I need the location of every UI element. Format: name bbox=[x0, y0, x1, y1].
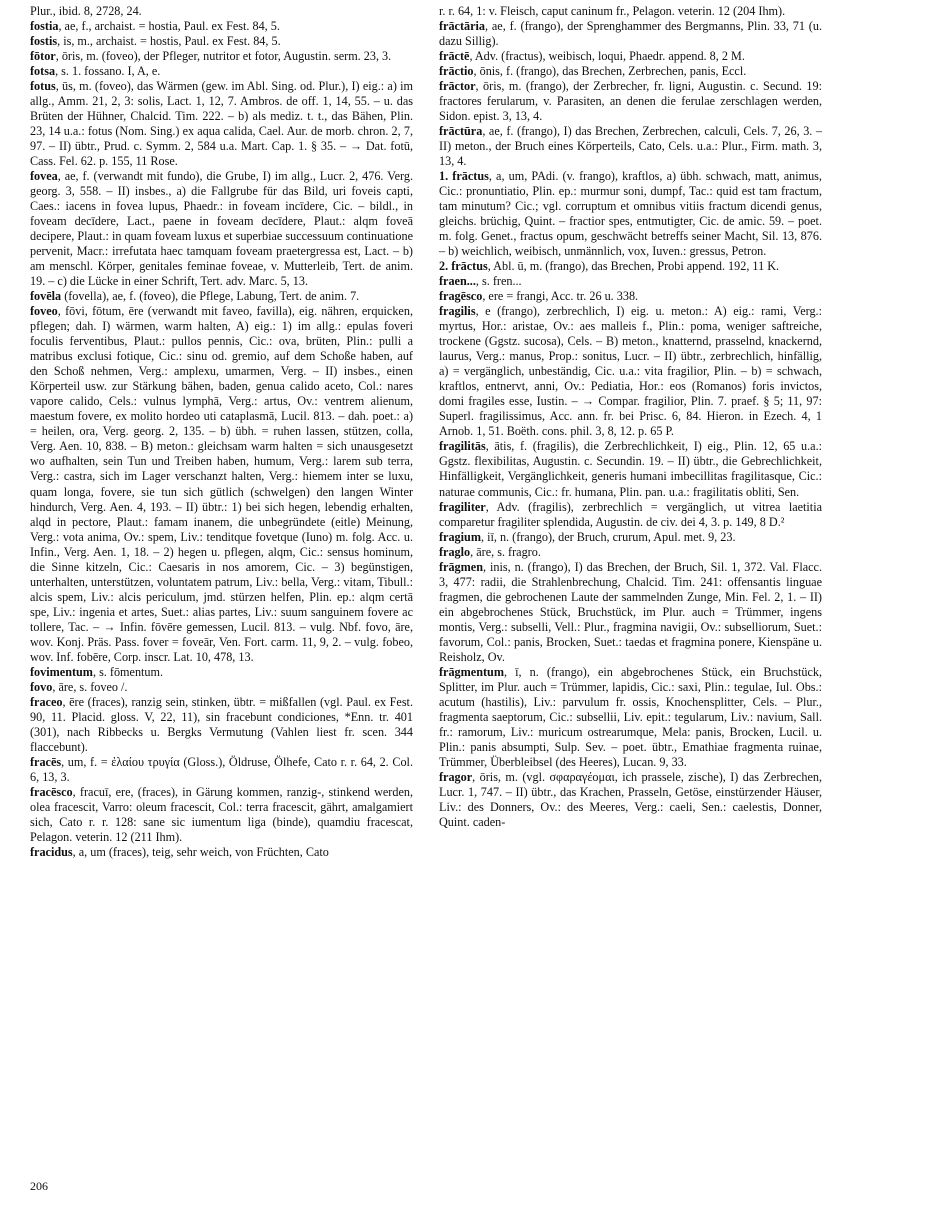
entry-text: , fracuī, ere, (fraces), in Gärung kommen, ranzig-, stinkend werden, olea fracescit, Varro: oleum fracescit, Col.: terra fracescit, gährt, amalgamiert sich, Cato r. r. 128: sane sic iumentum liga (binde), quamdiu fracescat, Pelagon. veterin. 12 (211 Ihm). bbox=[30, 784, 413, 844]
dictionary-entry bbox=[439, 49, 822, 64]
entry-text: , Adv. (fractus), weibisch, loqui, Phaedr. append. 8, 2 M. bbox=[469, 49, 745, 64]
entry-text: , ōris, m. (frango), der Zerbrecher, fr. ligni, Augustin. c. Secund. 19: fractores ferularum, v. Parasiten, an denen die ferulae zerschlagen werden, Sidon. epist. 3, 13, 4. bbox=[439, 79, 822, 124]
dictionary-entry bbox=[439, 545, 822, 560]
dictionary-entry bbox=[439, 665, 822, 770]
entry-headword: fovimentum bbox=[30, 664, 93, 679]
dictionary-entry bbox=[439, 79, 822, 124]
dictionary-entry bbox=[439, 500, 822, 530]
dictionary-entry bbox=[30, 845, 413, 860]
entry-headword: fovēla bbox=[30, 289, 62, 304]
entry-headword: frāgmentum bbox=[439, 664, 504, 679]
entry-headword: frāctāria bbox=[439, 19, 486, 34]
dictionary-entry bbox=[439, 64, 822, 79]
dictionary-entry bbox=[30, 169, 413, 289]
page-number: 206 bbox=[30, 1179, 48, 1193]
right-column bbox=[439, 4, 822, 830]
dictionary-entry bbox=[439, 530, 822, 545]
entry-headword: fraglo bbox=[439, 544, 471, 559]
dictionary-entry bbox=[30, 695, 413, 755]
entry-text: , ae, f. (verwandt mit fundo), die Grube, I) im allg., Lucr. 2, 476. Verg. georg. 3, 558. – II) insbes., a) die Fallgrube für das Bild, uri foveis capti, Caes.: iacens in fovea lupus, Phaedr.: in foveam incīdere, Cic. – bildl., in foveam decīdere, Lact., paene in foveam decīdere, Plaut.: alqm foveā decipere, Plaut.: in quam foveam luxus et superbiae successuum continuatione pervenit, Macr.: irrefutata haec tamquam foveam praetergressa est, Lact. – b) am menschl. Körper, genitales feminae foveae, v. Mutterleib, Tert. de anim. 19. – c) die Lücke in einer Schrift, Tert. adv. Marc. 5, 13. bbox=[30, 169, 413, 289]
entry-text: (fovella), ae, f. (foveo), die Pflege, Labung, Tert. de anim. 7. bbox=[61, 289, 360, 304]
entry-headword: fragiliter bbox=[439, 499, 486, 514]
entry-text: , fōvi, fōtum, ēre (verwandt mit faveo, favilla), eig. nähren, erquicken, pflegen; dah. I) wärmen, warm halten, A) eig.: 1) im allg.: epulas foveri foculis ferventibus, Plaut.: pullos pennis, Cic.: ova, brüten, Plin.: pulli a matribus exclusi fotique, Cic.: sinu od. gremio, auf dem Schoße haben, auf den Schoß nehmen, Verg.: amplexu, umarmen, Verg. – II) insbes., einen Körperteil usw. zur Stärkung bähen, baden, genua calido aceto, Col.: nares vapore calido, Cels.: vulnus lymphā, Verg.: artus, Ov.: ventrem alienum, maestum fovere, ex molito hordeo uti cataplasmā, Lucil. 813. – dah. poet.: a) = heilen, ora, Verg. georg. 2, 135. – b) übh. = ruhen lassen, stützen, colla, Verg. Aen. 10, 838. – B) meton.: gleichsam warm halten = sich unausgesetzt wo aufhalten, sein Tun und Treiben haben, humum, Verg.: larem sub terra, Verg.: castra, sich im Lager verschanzt halten, Verg.: hiemem inter se luxu, quam longa, fovere, sie tun sich gütlich (schwelgen) den langen Winter hindurch, Verg. Aen. 4, 193. – II) übtr.: 1) bei sich hegen, lebendig erhalten, alqd in pectore, Plaut.: famam inanem, die unbegründete (eitle) Meinung, Verg.: vota anima, Ov.: spem, Liv.: tenditque fovetque (Iuno) m. folg. Acc. u. Infin., Verg. Aen. 1, 18. – 2) hegen u. pflegen, alqm, Cic.: sensus hominum, die Sinne kitzeln, Cic.: Caesaris in nos amorem, Cic. – 3) begünstigen, unterhalten, unterstützen, voluntatem patrum, Liv.: bella, Verg.: vitam, Tibull.: alcis spem, Liv.: alcis periculum, jmd. stürzen helfen, Plin. ep.: alqm certā spe, Liv.: ingenia et artes, Suet.: alias partes, Liv.: suum sanguinem fovere ac tollere, Tac. – → Infin. fōvēre gemessen, Lucil. 813. – vulg. Nbf. fovo, āre, wov. Konj. Präs. Pass. fover = foveār, Ven. Fort. carm. 11, 9, 2. – vulg. fobeo, wov. Inf. fobēre, Corp. inscr. Lat. 10, 478, 13. bbox=[30, 304, 413, 664]
dictionary-entry bbox=[30, 680, 413, 695]
entry-text: , ī, n. (frango), ein abgebrochenes Stück, ein Bruchstück, Splitter, im Plur. auch = Trümmer, lapidis, Cic.: saxi, Plin.: tegulae, Iul. Obs.: acutum (hastilis), Liv.: parvulum fr. ossis, Knochensplitter, Cels. – Plur., fragmenta saeptorum, Cic.: subsellii, Liv. epit.: tegularum, Liv.: navium, Sall. fr.: ramorum, Liv.: muricum ostrearumque, Mela: panis, Brocken, Lucil. u. Plin.: panis absumpti, Sulp. Sev. – poet. übtr., Emathiae fragmenta ruinae, Trümmer, Überbleibsel (des Heeres), Lucan. 9, 33. bbox=[439, 664, 822, 769]
entry-headword: fracēs bbox=[30, 754, 62, 769]
entry-headword: 2. frāctus bbox=[439, 259, 488, 274]
entry-text: , e (frango), zerbrechlich, I) eig. u. meton.: A) eig.: rami, Verg.: myrtus, Hor.: aristae, Ov.: aes malleis f., Plin.: poma, weniger saftreiche, trockene (Ggstz. sucosa), Cels. – B) meton., knatternd, prasselnd, knackernd, laurus, Verg.: manus, Prop.: sonitus, Lucr. – II) übtr., zerbrechlich, hinfällig, a) = vergänglich, unbeständig, Cic. u.a.: vita fragilior, Plin. – b) = schwach, kraftlos, entnervt, anni, Ov.: Pediatia, Hor.: eos (Romanos) foris invictos, domi fragiles esse, Iustin. – → Compar. fragilior, Plin. 7. praef. § 5; 11, 97: Superl. fragilissimus, Acc. ann. fr. bei Prisc. 6, 84. Hieron. in Ezech. 4, 1 Arnob. 1, 51. Boëth. cons. phil. 3, 8, 12. p. 65 P. bbox=[439, 304, 822, 439]
entry-text: , ae, f. (frango), I) das Brechen, Zerbrechen, calculi, Cels. 7, 26, 3. – II) meton., der Bruch eines Körperteils, Cato, Cels. u.a.: Plur., Firm. math. 3, 13, 4. bbox=[439, 124, 822, 169]
entry-headword: fotsa bbox=[30, 64, 56, 79]
entry-text: , s. fren... bbox=[475, 274, 522, 289]
dictionary-entry bbox=[439, 770, 822, 830]
entry-headword: frāctio bbox=[439, 64, 474, 79]
dictionary-entry bbox=[30, 755, 413, 785]
entry-text: , ōnis, f. (frango), das Brechen, Zerbrechen, panis, Eccl. bbox=[473, 64, 747, 79]
entry-text: , ūs, m. (foveo), das Wärmen (gew. im Abl. Sing. od. Plur.), I) eig.: a) im allg., Amm. 21, 2, 3: solis, Lact. 1, 12, 7. Ambros. de off. 1, 14, 55. – u. das Brüten der Hühner, Chalcid. Tim. 222. – b) als mediz. t. t., das Bähen, Plin. 23, 14 u.a.: fotus (Nom. Sing.) ex aqua calida, Cael. Aur. de morb. chron. 2, 7, 97. – II) übtr., Prud. c. Symm. 2, 584 u.a. Mart. Cap. 1. § 35. – → Dat. fotū, Cass. Fel. 62. p. 155, 11 Rose. bbox=[30, 79, 413, 169]
entry-text: , ere = frangi, Acc. tr. 26 u. 338. bbox=[482, 289, 639, 304]
entry-text: , a, um (fraces), teig, sehr weich, von Früchten, Cato bbox=[72, 844, 329, 859]
dictionary-entry bbox=[439, 560, 822, 665]
entry-text: , a, um, PAdi. (v. frango), kraftlos, a) übh. schwach, matt, animus, Cic.: pronuntiatio, Plin. ep.: murmur soni, dumpf, Tac.: quid est tam fractum, tam minutum? Cic.; vgl. corruptum et omnibus vitiis fractum dicendi genus, gleichs. brüchig, Quint. – fractior spes, entmutigter, Cic. de amic. 59. – poet. m. folg. Genet., fractus opum, geschwächt betreffs seiner Macht, Sil. 13, 876. – b) weichlich, weibisch, unmännlich, vox, Iuven.: gressus, Petron. bbox=[439, 169, 822, 259]
dictionary-entry bbox=[30, 4, 413, 19]
entry-text: , inis, n. (frango), I) das Brechen, der Bruch, Sil. 1, 372. Val. Flacc. 3, 477: radii, die Strahlenbrechung, Chalcid. Tim. 241: offensantis linguae fragmen, die gebrochenen Laute der sammelnden Zunge, Min. Fel. 2, 1. – II) ein abgebrochenes Stück, Bruchstück, im Plur. auch = Trümmer, ingens montis, Verg.: subselli, Vell.: Plur., fragmina navigii, Ov.: subselliorum, Suet.: favorum, Col.: panis, Brocken, Suet.: taedas et fragmina ponere, Kienspäne u. Reisholz, Ov. bbox=[439, 559, 822, 664]
dictionary-entry bbox=[439, 304, 822, 439]
entry-text: , is, m., archaist. = hostis, Paul. ex Fest. 84, 5. bbox=[57, 34, 281, 49]
entry-headword: fovea bbox=[30, 169, 58, 184]
entry-text: , Adv. (fragilis), zerbrechlich = vergänglich, ut vitrea laetitia comparetur fragiliter splendida, Augustin. de civ. dei 4, 3. p. 149, 8 D.² bbox=[439, 499, 822, 529]
entry-text: , ēre (fraces), ranzig sein, stinken, übtr. = mißfallen (vgl. Paul. ex Fest. 90, 11. Placid. gloss. V, 22, 11), sin fracebunt condiciones, *Enn. tr. 401 (301), nach Ribbecks u. Bergks Vermutung (Vahlen liest fr. scen. 344 flaccebunt). bbox=[30, 694, 413, 754]
entry-text: , ātis, f. (fragilis), die Zerbrechlichkeit, I) eig., Plin. 12, 65 u.a.: Ggstz. flexibilitas, Augustin. c. Secundin. 19. – II) übtr., die Gebrechlichkeit, Hinfälligkeit, Vergänglichkeit, generis humani imbecillitas fragilitasque, Cic.: naturae communis, Cic.: fr. humana, Plin. pan. u.a.: fragilitatis obliti, Sen. bbox=[439, 439, 822, 499]
entry-text: , ōris, m. (foveo), der Pfleger, nutritor et fotor, Augustin. serm. 23, 3. bbox=[55, 49, 392, 64]
entry-headword: fotus bbox=[30, 79, 56, 94]
entry-text: , iī, n. (frango), der Bruch, crurum, Apul. met. 9, 23. bbox=[480, 529, 736, 544]
entry-text: , āre, s. fragro. bbox=[470, 544, 541, 559]
entry-headword: fracidus bbox=[30, 844, 73, 859]
dictionary-entry bbox=[30, 49, 413, 64]
entry-headword: fracēsco bbox=[30, 784, 73, 799]
dictionary-entry bbox=[30, 304, 413, 664]
dictionary-entry bbox=[30, 34, 413, 49]
entry-headword: frāctor bbox=[439, 79, 476, 94]
dictionary-entry bbox=[439, 4, 822, 19]
dictionary-entry bbox=[439, 439, 822, 499]
entry-headword: fraceo bbox=[30, 694, 63, 709]
entry-headword: foveo bbox=[30, 304, 58, 319]
entry-text: , ae, f., archaist. = hostia, Paul. ex Fest. 84, 5. bbox=[58, 19, 280, 34]
left-column bbox=[30, 4, 413, 860]
entry-headword: fragilitās bbox=[439, 439, 486, 454]
entry-text: , ōris, m. (vgl. σφαραγέομαι, ich prassele, zische), I) das Zerbrechen, Lucr. 1, 747. – II) übtr., das Krachen, Prasseln, Getöse, einstürzender Häuser, Liv.: des Donners, Ov.: des Meeres, Verg.: caeli, Sen.: caelestis, Donner, Quint. caden- bbox=[439, 769, 822, 829]
dictionary-entry bbox=[30, 785, 413, 845]
entry-headword: fostis bbox=[30, 34, 58, 49]
entry-headword: fragilis bbox=[439, 304, 476, 319]
dictionary-entry bbox=[439, 169, 822, 259]
dictionary-entry bbox=[30, 79, 413, 169]
entry-headword: fragēsco bbox=[439, 289, 483, 304]
entry-text: , s. fōmentum. bbox=[92, 664, 164, 679]
entry-text: , Abl. ū, m. (frango), das Brechen, Probi append. 192, 11 K. bbox=[487, 259, 780, 274]
entry-headword: 1. frāctus bbox=[439, 169, 489, 184]
entry-headword: frāgmen bbox=[439, 559, 483, 574]
entry-text: r. r. 64, 1: v. Fleisch, caput caninum fr., Pelagon. veterin. 12 (204 Ihm). bbox=[439, 4, 786, 18]
dictionary-entry bbox=[439, 124, 822, 169]
entry-headword: fragor bbox=[439, 769, 473, 784]
entry-headword: fōtor bbox=[30, 49, 56, 64]
entry-headword: frāctē bbox=[439, 49, 470, 64]
dictionary-entry bbox=[30, 19, 413, 34]
dictionary-entry bbox=[439, 19, 822, 49]
dictionary-entry bbox=[439, 289, 822, 304]
entry-text: , āre, s. foveo /. bbox=[52, 679, 128, 694]
dictionary-entry bbox=[439, 274, 822, 289]
dictionary-entry bbox=[30, 665, 413, 680]
entry-headword: fragium bbox=[439, 529, 481, 544]
entry-text: Plur., ibid. 8, 2728, 24. bbox=[30, 4, 142, 18]
entry-text: , s. 1. fossano. I, A, e. bbox=[55, 64, 161, 79]
entry-headword: fraen... bbox=[439, 274, 476, 289]
dictionary-entry bbox=[30, 289, 413, 304]
dictionary-entry bbox=[30, 64, 413, 79]
entry-text: , um, f. = ἐλαίου τρυγία (Gloss.), Öldruse, Ölhefe, Cato r. r. 64, 2. Col. 6, 13, 3. bbox=[30, 754, 413, 784]
dictionary-entry bbox=[439, 259, 822, 274]
entry-text: , ae, f. (frango), der Sprenghammer des Bergmanns, Plin. 33, 71 (u. dazu Sillig). bbox=[439, 19, 822, 49]
entry-headword: fostia bbox=[30, 19, 59, 34]
entry-headword: fovo bbox=[30, 679, 53, 694]
entry-headword: frāctūra bbox=[439, 124, 483, 139]
